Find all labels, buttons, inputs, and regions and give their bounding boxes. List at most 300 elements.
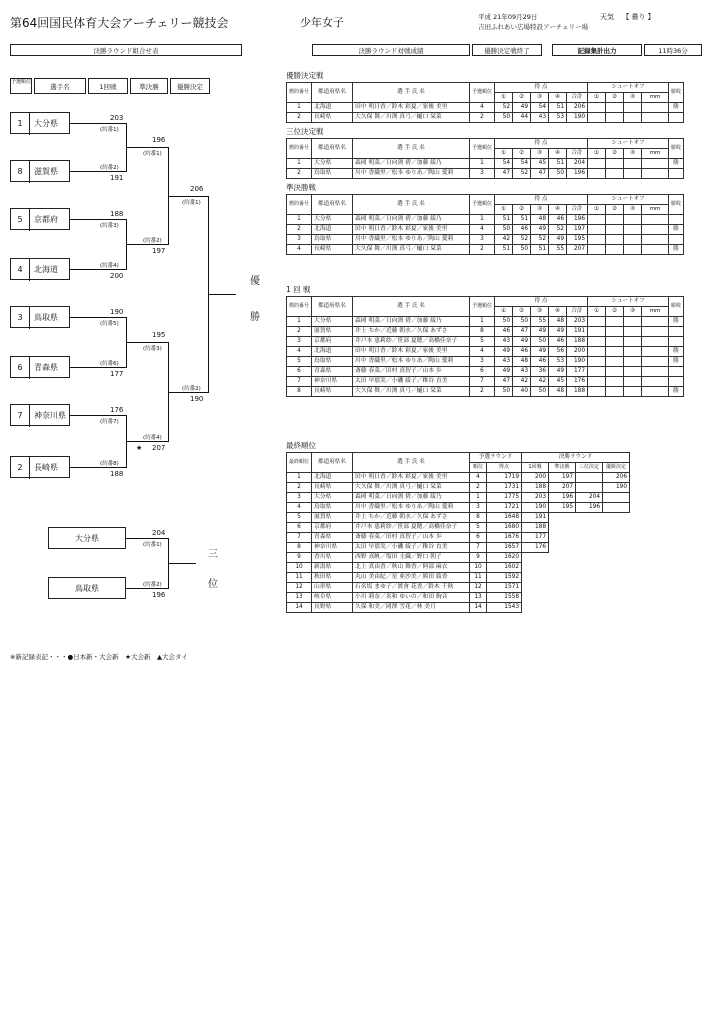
table-cell: 48	[513, 357, 531, 367]
table-cell: 大分県	[312, 317, 353, 327]
table-cell	[549, 543, 576, 553]
team-name: 大分県	[34, 119, 58, 128]
col-pref: 都道府県名	[312, 453, 353, 473]
table-row	[287, 235, 684, 245]
table-cell: 49	[531, 347, 549, 357]
r1-score: 190	[110, 308, 124, 316]
status-badge: 優勝決定戦終了	[472, 44, 542, 56]
table-cell: 51	[549, 159, 567, 169]
table-cell	[624, 327, 642, 337]
table-cell: 49	[549, 235, 567, 245]
table-cell	[642, 245, 669, 255]
table-cell: 176	[522, 543, 549, 553]
bracket-team	[10, 306, 70, 328]
category-label: 少年女子	[300, 16, 344, 29]
table-cell	[588, 245, 606, 255]
table-cell	[549, 523, 576, 533]
table-cell	[642, 169, 669, 179]
table-cell: 14	[470, 603, 487, 613]
table-cell: 54	[513, 159, 531, 169]
table-cell: 49	[495, 347, 513, 357]
table-cell: 1	[287, 473, 312, 483]
col-result: 勝敗	[669, 139, 684, 159]
section-title: 優勝決定戦	[286, 71, 324, 80]
col-shootoff: シュートオフ	[588, 139, 669, 149]
col-so: ①	[588, 149, 606, 159]
table-cell: 196	[567, 169, 588, 179]
r1-score: 203	[110, 114, 124, 122]
r1-note: (約番8)	[100, 461, 119, 467]
table-cell: 1	[287, 215, 312, 225]
bracket-team	[10, 356, 70, 378]
table-cell: 14	[287, 603, 312, 613]
table-row	[287, 357, 684, 367]
col-rank: 最終順位	[287, 453, 312, 473]
table-cell: 北海道	[312, 473, 353, 483]
col-players: 選 手 氏 名	[353, 139, 470, 159]
bracket-line	[168, 392, 208, 393]
player-names: 田中 明日香／鈴木 彩夏／家後 美里	[353, 103, 470, 113]
col-end: ③	[531, 307, 549, 317]
table-row	[287, 169, 684, 179]
bracket-line	[126, 244, 168, 245]
table-cell	[576, 563, 603, 573]
table-row	[287, 377, 684, 387]
table-row	[287, 327, 684, 337]
table-cell	[576, 593, 603, 603]
table-row	[287, 493, 630, 503]
bracket-col-seed: 予選順位	[10, 78, 32, 94]
table-cell: 北海道	[312, 347, 353, 357]
table-cell: 36	[531, 367, 549, 377]
col-seed: 予選順位	[470, 83, 495, 103]
table-cell	[576, 553, 603, 563]
team-seed: 7	[11, 405, 30, 427]
bracket-line	[126, 342, 168, 343]
table-cell	[576, 473, 603, 483]
table-row	[287, 553, 630, 563]
table-cell	[606, 367, 624, 377]
table-cell: 5	[287, 357, 312, 367]
table-cell	[576, 523, 603, 533]
table-cell: 大分県	[312, 159, 353, 169]
bracket-line	[70, 219, 126, 220]
table-cell: 1680	[487, 523, 522, 533]
table-cell: 1558	[487, 593, 522, 603]
table-cell: 長崎県	[312, 113, 353, 123]
sf-note: (約番3)	[143, 346, 162, 352]
col-prelim: 予選ラウンド	[470, 453, 522, 463]
table-cell	[624, 113, 642, 123]
table-cell	[624, 245, 642, 255]
col-so: ③	[624, 93, 642, 103]
calc-output-button[interactable]: 記録集計出力	[552, 44, 642, 56]
table-cell: 42	[531, 377, 549, 387]
sf-score: 196	[152, 136, 166, 144]
table-cell: 50	[495, 225, 513, 235]
table-cell: 青森県	[312, 367, 353, 377]
table-cell: 43	[513, 367, 531, 377]
col-shootoff: シュートオフ	[588, 195, 669, 205]
table-cell: 177	[522, 533, 549, 543]
player-names: 井上 ちか／近藤 朝水／久保 あずさ	[353, 513, 470, 523]
table-cell	[624, 317, 642, 327]
table-cell	[624, 169, 642, 179]
table-cell	[603, 583, 630, 593]
table-cell: 49	[549, 367, 567, 377]
table-cell: 2	[470, 245, 495, 255]
table-cell	[642, 215, 669, 225]
table-row	[287, 593, 630, 603]
player-names: 太田 早那実／小磯 綾子／稚谷 直美	[353, 377, 470, 387]
table-cell: 1676	[487, 533, 522, 543]
table-row	[287, 337, 684, 347]
table-cell	[549, 553, 576, 563]
table-cell	[624, 357, 642, 367]
result-cell	[669, 367, 684, 377]
col-score: 得 点	[495, 297, 588, 307]
table-cell	[549, 513, 576, 523]
table-cell: 3	[287, 493, 312, 503]
table-row	[287, 513, 630, 523]
table-cell: 51	[495, 215, 513, 225]
table-cell: 53	[549, 113, 567, 123]
col-finals: 決勝ラウンド	[522, 453, 630, 463]
result-cell	[669, 377, 684, 387]
table-cell: 1719	[487, 473, 522, 483]
table-cell	[642, 387, 669, 397]
team-seed: 6	[11, 357, 30, 379]
result-cell	[669, 327, 684, 337]
col-result: 勝敗	[669, 297, 684, 317]
table-cell: 50	[531, 387, 549, 397]
table-cell: 190	[603, 483, 630, 493]
team-name: 鳥取県	[75, 584, 99, 593]
table-cell: 45	[549, 377, 567, 387]
table-cell: 203	[567, 317, 588, 327]
team-seed: 4	[11, 259, 30, 281]
third-team	[48, 527, 126, 549]
table-cell	[624, 215, 642, 225]
r1-score: 188	[110, 470, 124, 478]
player-names: 丸山 美由紀／星 亜沙美／熊田 綾香	[353, 573, 470, 583]
table-cell: 神奈川県	[312, 543, 353, 553]
table-cell	[606, 317, 624, 327]
table-cell	[642, 103, 669, 113]
col-end: ②	[513, 205, 531, 215]
table-cell	[624, 103, 642, 113]
date-text: 平成 21年09月29日	[478, 13, 538, 21]
col-end: ①	[495, 93, 513, 103]
table-cell: 2	[287, 169, 312, 179]
r1-score: 200	[110, 272, 124, 280]
col-end: ②	[513, 149, 531, 159]
table-row	[287, 503, 630, 513]
table-cell: 49	[513, 103, 531, 113]
table-cell: 47	[495, 377, 513, 387]
table-row	[287, 603, 630, 613]
table-cell: 52	[549, 225, 567, 235]
table-cell	[576, 583, 603, 593]
col-end: ④	[549, 149, 567, 159]
table-cell: 長崎県	[312, 245, 353, 255]
table-cell	[576, 603, 603, 613]
player-names: 川中 香織里／松本 ゆりあ／陶山 愛莉	[353, 357, 470, 367]
result-cell: 勝	[669, 357, 684, 367]
bracket-line	[126, 538, 168, 539]
table-row	[287, 103, 684, 113]
table-cell	[549, 563, 576, 573]
table-cell: 2	[470, 113, 495, 123]
table-cell: 1	[470, 159, 495, 169]
table-cell	[624, 347, 642, 357]
col-score: 得 点	[495, 195, 588, 205]
table-cell: 3	[287, 235, 312, 245]
player-names: 小川 莉奈／名和 ゆいの／和田 絢音	[353, 593, 470, 603]
table-cell: 207	[549, 483, 576, 493]
table-cell: 46	[513, 225, 531, 235]
header-row	[287, 195, 684, 205]
final-score: 206	[190, 185, 204, 193]
table-cell: 岐阜県	[312, 593, 353, 603]
table-cell: 47	[495, 169, 513, 179]
final-note: (約番2)	[182, 386, 201, 392]
table-cell: 53	[549, 357, 567, 367]
table-cell	[588, 337, 606, 347]
table-row	[287, 543, 630, 553]
player-names: 森岡 明菜／日向渕 碧／加藤 綾乃	[353, 493, 470, 503]
col-end: ③	[531, 149, 549, 159]
table-cell	[624, 377, 642, 387]
third-place-label: 三	[208, 549, 218, 560]
table-cell: 11	[470, 573, 487, 583]
result-cell	[669, 235, 684, 245]
col-end: ②	[513, 307, 531, 317]
bracket-line	[168, 196, 208, 197]
col-seed: 予選順位	[470, 195, 495, 215]
col-shootoff: シュートオフ	[588, 83, 669, 93]
table-cell: 200	[567, 347, 588, 357]
table-cell: 3	[287, 337, 312, 347]
result-cell	[669, 113, 684, 123]
table-cell: 204	[567, 159, 588, 169]
team-seed: 3	[11, 307, 30, 329]
col-end: ④	[549, 307, 567, 317]
player-names: 森岡 明菜／日向渕 碧／加藤 綾乃	[353, 215, 470, 225]
bracket-line	[70, 415, 126, 416]
table-cell	[642, 367, 669, 377]
table-cell: 48	[531, 215, 549, 225]
table-cell: 46	[549, 337, 567, 347]
table-cell: 190	[567, 357, 588, 367]
col-end: ④	[549, 205, 567, 215]
col-pref: 都道府県名	[312, 297, 353, 317]
col-score: 得 点	[495, 139, 588, 149]
table-cell: 50	[495, 113, 513, 123]
table-cell: 203	[522, 493, 549, 503]
team-name: 青森県	[34, 363, 58, 372]
table-cell: 197	[549, 473, 576, 483]
table-cell	[606, 337, 624, 347]
table-cell: 11	[287, 573, 312, 583]
team-name: 滋賀県	[34, 167, 58, 176]
bracket-line	[70, 269, 126, 270]
table-cell: 50	[495, 317, 513, 327]
col-target-no: 標的番号	[287, 83, 312, 103]
table-cell	[603, 503, 630, 513]
table-cell: 45	[531, 159, 549, 169]
table-cell	[606, 235, 624, 245]
table-cell: 2	[287, 225, 312, 235]
table-cell: 200	[522, 473, 549, 483]
section-title: 1 回 戦	[286, 285, 311, 294]
table-row	[287, 573, 630, 583]
table-cell	[603, 493, 630, 503]
table-cell: 195	[567, 235, 588, 245]
table-cell	[606, 225, 624, 235]
table-cell: 鳥取県	[312, 357, 353, 367]
table-cell	[588, 387, 606, 397]
col-so: ③	[624, 149, 642, 159]
player-names: 田中 明日香／鈴木 彩夏／家後 美里	[353, 347, 470, 357]
table-cell	[624, 337, 642, 347]
player-names: 川中 香織里／松本 ゆりあ／陶山 愛莉	[353, 503, 470, 513]
table-cell: 北海道	[312, 103, 353, 113]
bracket-col-name: 選手名	[34, 78, 86, 94]
r1-note: (約番2)	[100, 165, 119, 171]
col-so: ②	[606, 93, 624, 103]
player-names: 斎藤 春菜／田村 真智子／山本 歩	[353, 533, 470, 543]
table-cell	[603, 533, 630, 543]
team-name: 鳥取県	[34, 313, 58, 322]
table-cell: 42	[513, 377, 531, 387]
table-cell: 3	[470, 357, 495, 367]
bracket-team	[10, 208, 70, 230]
col-pref: 都道府県名	[312, 139, 353, 159]
table-cell	[642, 327, 669, 337]
col-total: 合計	[567, 307, 588, 317]
result-cell	[669, 215, 684, 225]
header-row	[287, 297, 684, 307]
header-row	[287, 83, 684, 93]
table-cell	[576, 543, 603, 553]
table-cell: 13	[470, 593, 487, 603]
table-cell: 山形県	[312, 583, 353, 593]
team-seed: 5	[11, 209, 30, 231]
table-cell	[642, 317, 669, 327]
table-cell: 3	[470, 235, 495, 245]
section-title: 三位決定戦	[286, 127, 324, 136]
col-end: ①	[495, 149, 513, 159]
table-cell: 1592	[487, 573, 522, 583]
table-cell: 206	[603, 473, 630, 483]
table-cell	[606, 357, 624, 367]
table-cell	[642, 377, 669, 387]
bracket-col-final: 優勝決定	[170, 78, 210, 94]
table-cell	[522, 573, 549, 583]
table-cell: 51	[513, 215, 531, 225]
table-cell	[588, 225, 606, 235]
table-cell: 46	[513, 347, 531, 357]
table-cell: 5	[470, 337, 495, 347]
r1-note: (約番5)	[100, 321, 119, 327]
r1-score: 176	[110, 406, 124, 414]
table-row	[287, 533, 630, 543]
weather	[600, 12, 655, 22]
player-names: 太田 早那実／小磯 綾子／稚谷 直美	[353, 543, 470, 553]
r1-note: (約番1)	[100, 127, 119, 133]
bracket-line	[70, 367, 126, 368]
table-cell	[588, 169, 606, 179]
table-cell: 1	[287, 103, 312, 113]
table-cell: 4	[470, 225, 495, 235]
player-names: 斎藤 春菜／田村 真智子／山本 歩	[353, 367, 470, 377]
table-cell: 鳥取県	[312, 169, 353, 179]
table-cell	[576, 483, 603, 493]
table-cell: 5	[470, 523, 487, 533]
bracket-line	[168, 563, 196, 564]
col-end: ④	[549, 93, 567, 103]
col-seed: 予選順位	[470, 139, 495, 159]
col-mm: mm	[642, 307, 669, 317]
table-cell: 46	[549, 215, 567, 225]
table-cell: 188	[522, 483, 549, 493]
bracket-line	[126, 147, 168, 148]
results-title: 決勝ラウンド対戦成績	[312, 44, 470, 56]
table-cell	[588, 327, 606, 337]
table-cell: 177	[567, 367, 588, 377]
player-names: 森岡 明菜／日向渕 碧／加藤 綾乃	[353, 317, 470, 327]
table-cell: 1	[287, 317, 312, 327]
col-third: 三位決定	[576, 463, 603, 473]
third-score: 196	[152, 591, 166, 599]
sf-score: 195	[152, 331, 166, 339]
col-so: ①	[588, 205, 606, 215]
table-cell: 1	[287, 159, 312, 169]
r1-score: 191	[110, 174, 124, 182]
table-cell: 55	[531, 317, 549, 327]
table-row	[287, 225, 684, 235]
player-names: 大久保 舞／川渕 真弓／樋口 栞菜	[353, 483, 470, 493]
table-cell: 1	[470, 215, 495, 225]
col-total: 合計	[567, 93, 588, 103]
col-r1: 1回戦	[522, 463, 549, 473]
table-cell: 54	[531, 103, 549, 113]
table-cell: 56	[549, 347, 567, 357]
table-cell: 49	[549, 327, 567, 337]
table-cell	[522, 583, 549, 593]
col-mm: mm	[642, 93, 669, 103]
table-cell: 13	[287, 593, 312, 603]
col-result: 勝敗	[669, 83, 684, 103]
col-target-no: 標的番号	[287, 139, 312, 159]
col-so: ③	[624, 205, 642, 215]
table-cell	[606, 245, 624, 255]
table-cell: 207	[567, 245, 588, 255]
col-players: 選 手 氏 名	[353, 195, 470, 215]
table-cell: 京都府	[312, 523, 353, 533]
table-cell: 1648	[487, 513, 522, 523]
table-row	[287, 583, 630, 593]
section-title: 最終順位	[286, 441, 316, 450]
table-cell	[606, 347, 624, 357]
table-cell: 大分県	[312, 493, 353, 503]
table-cell: 176	[567, 377, 588, 387]
table-cell	[522, 593, 549, 603]
table-cell: 54	[495, 159, 513, 169]
player-names: 川中 香織里／松本 ゆりあ／陶山 愛莉	[353, 235, 470, 245]
table-cell: 北海道	[312, 225, 353, 235]
